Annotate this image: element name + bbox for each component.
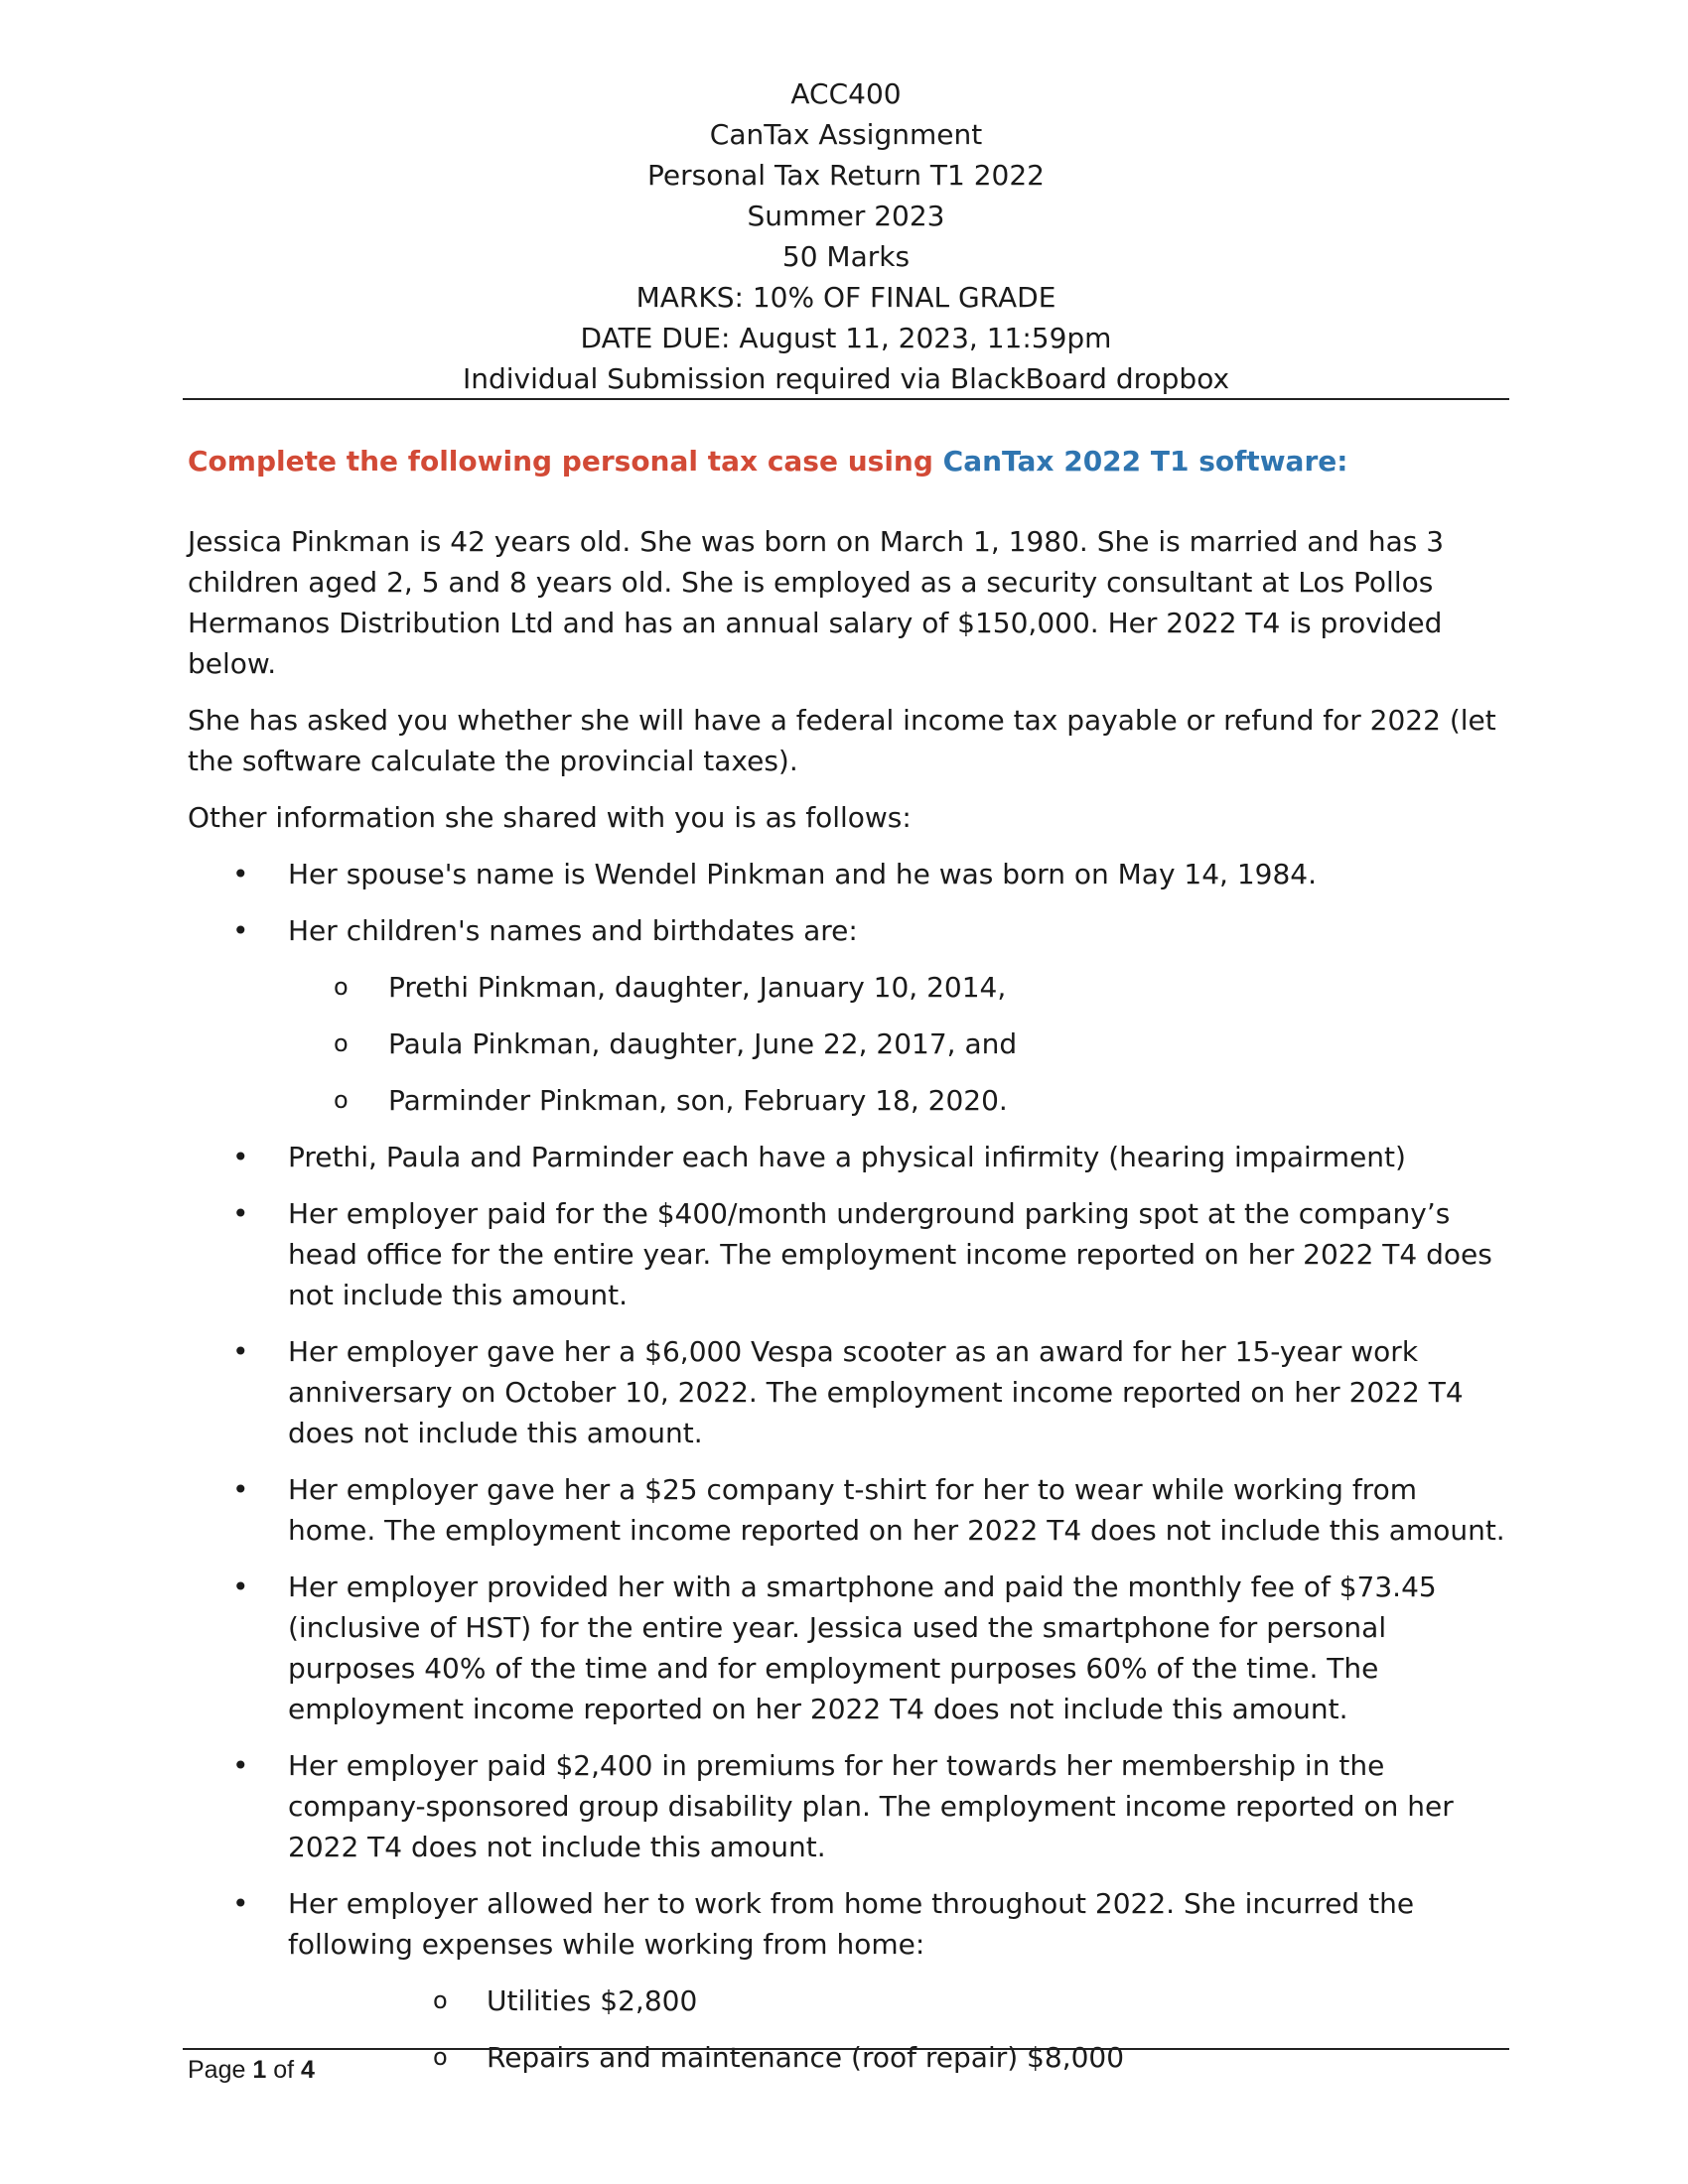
page-prefix: Page	[188, 2056, 253, 2084]
list-item-text: Her spouse's name is Wendel Pinkman and he was born on May 14, 1984.	[288, 858, 1318, 890]
child-entry: Paula Pinkman, daughter, June 22, 2017, and	[388, 1027, 1018, 1060]
due-date: DATE DUE: August 11, 2023, 11:59pm	[580, 322, 1112, 354]
list-item-text: Her employer paid for the $400/month underground parking spot at the company’s head office for the entire year. The employment income reported on her 2022 T4 does not include this amount.	[288, 1197, 1492, 1311]
instruction-lead: Complete the following personal tax case using	[188, 445, 943, 478]
list-item-text: Her employer gave her a $25 company t-shirt for her to wear while working from home. The employment income reported on her 2022 T4 does not include this amount.	[288, 1473, 1505, 1547]
list-item	[188, 910, 1508, 1121]
circle-bullet-icon: o	[433, 2043, 448, 2071]
assignment-header	[183, 73, 1509, 399]
case-paragraph-3: Other information she shared with you is as follows:	[188, 801, 912, 834]
return-type: Personal Tax Return T1 2022	[647, 159, 1045, 192]
grade-weight: MARKS: 10% OF FINAL GRADE	[635, 281, 1056, 314]
list-item	[288, 1080, 1508, 1121]
list-item-text: Her children's names and birthdates are:	[288, 914, 858, 947]
home-expenses-list	[288, 1980, 1508, 2078]
case-paragraph-1: Jessica Pinkman is 42 years old. She was born on March 1, 1980. She is married and has 3 children aged 2, 5 and 8 years old. She is employed as a security consultant at Los Pollos Hermanos Distribution Ltd and has an annual salary of $150,000. Her 2022 T4 is provided below.	[188, 525, 1445, 680]
course-code: ACC400	[790, 77, 902, 110]
bullet-icon: •	[232, 858, 249, 890]
list-item	[288, 1024, 1508, 1064]
bullet-icon: •	[232, 1887, 249, 1920]
case-paragraph-2: She has asked you whether she will have a federal income tax payable or refund for 2022 (let the software calculate the provincial taxes).	[188, 704, 1496, 777]
list-item	[188, 1745, 1508, 1867]
bullet-icon: •	[232, 1141, 249, 1173]
list-item	[288, 1980, 1508, 2021]
bullet-icon: •	[232, 1335, 249, 1368]
expense-entry: Repairs and maintenance (roof repair) $8,000	[487, 2041, 1125, 2074]
term: Summer 2023	[747, 200, 945, 232]
list-item-text: Her employer paid $2,400 in premiums for her towards her membership in the company-sponsored group disability plan. The employment income reported on her 2022 T4 does not include this amount.	[288, 1749, 1454, 1863]
current-page: 1	[252, 2056, 267, 2084]
header-divider	[183, 398, 1509, 400]
bullet-icon: •	[232, 914, 249, 947]
bullet-icon: •	[232, 1197, 249, 1230]
page-separator: of	[266, 2056, 301, 2084]
list-item-text: Her employer gave her a $6,000 Vespa scooter as an award for her 15-year work anniversary on October 10, 2022. The employment income reported on her 2022 T4 does not include this amount.	[288, 1335, 1464, 1449]
submission-note: Individual Submission required via BlackBoard dropbox	[462, 362, 1230, 395]
assignment-title: CanTax Assignment	[709, 118, 983, 151]
bullet-icon: •	[232, 1749, 249, 1782]
list-item	[288, 967, 1508, 1008]
expense-entry: Utilities $2,800	[487, 1984, 698, 2017]
list-item	[188, 1193, 1508, 1315]
list-item-text: Her employer provided her with a smartphone and paid the monthly fee of $73.45 (inclusive of HST) for the entire year. Jessica used the smartphone for personal purposes 40% of the time and for employment purposes 60% of the time. The employment income reported on her 2022 T4 does not include this amount.	[288, 1570, 1437, 1725]
list-item	[188, 1567, 1508, 1729]
circle-bullet-icon: o	[334, 1086, 349, 1114]
page-number	[188, 2053, 315, 2087]
bullet-icon: •	[232, 1473, 249, 1506]
list-item-text: Prethi, Paula and Parminder each have a physical infirmity (hearing impairment)	[288, 1141, 1406, 1173]
list-item	[188, 854, 1508, 894]
instruction-heading	[188, 441, 1508, 481]
child-entry: Prethi Pinkman, daughter, January 10, 2014,	[388, 971, 1007, 1004]
circle-bullet-icon: o	[334, 1029, 349, 1057]
children-list	[288, 967, 1508, 1121]
child-entry: Parminder Pinkman, son, February 18, 2020.	[388, 1084, 1008, 1117]
total-marks: 50 Marks	[781, 240, 911, 273]
list-item-text: Her employer allowed her to work from home throughout 2022. She incurred the following expenses while working from home:	[288, 1887, 1415, 1961]
circle-bullet-icon: o	[433, 1986, 448, 2014]
total-pages: 4	[301, 2056, 315, 2084]
document-body	[188, 441, 1508, 2094]
info-list	[188, 854, 1508, 2078]
bullet-icon: •	[232, 1570, 249, 1603]
list-item	[288, 2037, 1508, 2078]
list-item	[188, 1137, 1508, 1177]
software-name: CanTax 2022 T1 software:	[942, 445, 1348, 478]
circle-bullet-icon: o	[334, 973, 349, 1001]
list-item	[188, 1469, 1508, 1551]
footer-divider	[183, 2048, 1509, 2050]
list-item	[188, 1331, 1508, 1453]
